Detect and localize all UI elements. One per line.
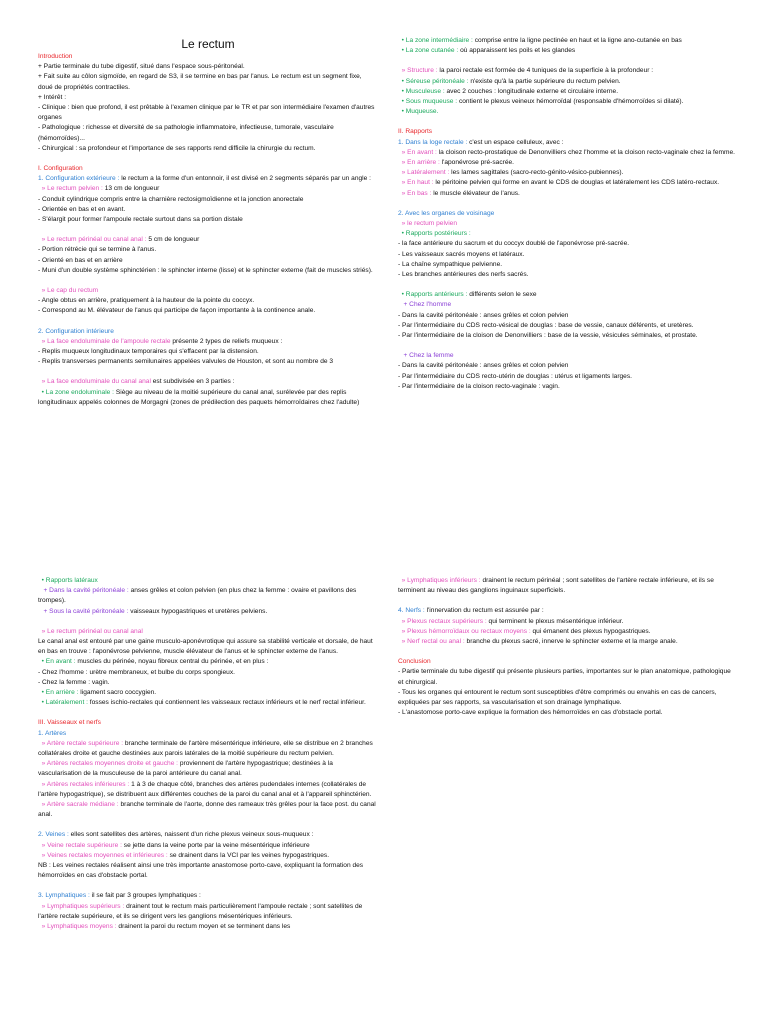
paragraph: NB : Les veines rectales réalisent ainsi une très importante anastomose porto-cave, expliquant la formation des hémorroïdes en cas d'obstacle portal. [38,862,364,880]
item-label: • Latéralement : [41,699,88,707]
paragraph: - Pathologique : richesse et diversité de sa pathologie inflammatoire, infectieuse, tumorale, vasculaire (hémorroïdes)... [38,124,334,142]
text: comprise entre la ligne pectinée en haut et la ligne ano-cutanée en bas [472,37,682,44]
item-label: • Rapports postérieurs : [401,230,471,238]
item-label: • Muqueuse. [401,108,439,116]
paragraph [38,235,378,245]
text: drainent la paroi du rectum moyen et se terminent dans les [116,923,291,931]
paragraph [398,97,738,107]
text: drainent le rectum périnéal ; sont satellites de l'artère rectale inférieure, et ils se terminent au niveau des ganglions inguinaux superficiels. [398,577,714,595]
paragraph [398,219,738,229]
text: l'innervation du rectum est assurée par : [424,607,544,615]
item-label: » La face endoluminale de l'ampoule rectale [41,337,171,345]
item-label: + Dans la cavité péritonéale : [43,587,129,595]
item-label: » Veine rectale supérieure : [41,841,122,849]
paragraph [38,688,378,698]
text: le péritoine pelvien qui forme en avant le CDS de douglas et latéralement les CDS latéro-rectaux. [433,179,720,187]
item-label: » le rectum pelvien [401,220,458,228]
text: qui émanent des plexus hypogastriques. [530,627,651,635]
item-label: » Lymphatiques moyens : [41,923,117,931]
paragraph [398,36,738,46]
paragraph: Le canal anal est entouré par une gaine musculo-aponévrotique qui assure sa stabilité verticale et dorsale, de haut en bas en trouve : l'aponévrose pelvienne, muscle élévateur de l'anus et le sphincter externe de l'anus. [38,638,373,656]
text: la cloison recto-prostatique de Denonvilliers chez l'homme et la cloison recto-vaginale chez la femme. [436,148,735,156]
item-label: + Sous la cavité péritonéale : [43,607,129,615]
paragraph: - la face antérieure du sacrum et du coccyx doublé de l'aponévrose pré-sacrée. [398,240,630,248]
paragraph [38,698,378,708]
paragraph: - Par l'intermédiaire du CDS recto-utérin de douglas : utérus et ligaments larges. [398,372,632,380]
item-label: • La zone endoluminale : [41,388,114,396]
paragraph [38,851,378,861]
subsection-label: 1. Dans la loge rectale : [398,138,468,146]
paragraph [398,168,738,178]
item-label: » En haut : [401,179,434,187]
paragraph: - Les branches antérieures des nerfs sacrés. [398,271,529,279]
subsection-label: 2. Avec les organes de voisinage [398,209,495,217]
paragraph [398,617,738,627]
text: se drainent dans la VCI par les veines hypogastriques. [167,851,330,859]
paragraph: - Par l'intermédiaire de la cloison recto-vaginale : vagin. [398,382,560,390]
text: où apparaissent les poils et les glandes [458,47,576,55]
text: avec 2 couches : longitudinale externe et circulaire interne. [444,87,619,95]
item-label: » Le rectum pelvien : [41,185,103,193]
paragraph: - L'anastomose porto-cave explique la formation des hémorroïdes en cas d'obstacle portal. [398,709,663,717]
text: est subdivisée en 3 parties : [150,378,235,386]
item-label: • En arrière : [41,689,79,697]
paragraph [398,627,738,637]
paragraph [38,377,378,387]
text: 1 à 3 de chaque côté, branches des artères pudendales internes (collatérales de l'artère hypogastrique), se distribuent aux différentes couches de la paroi du canal anal et à l'appareil sphinctérien. [38,780,372,798]
text: différents selon le sexe [467,291,537,299]
text: n'existe qu'à la partie supérieure du rectum pelvien. [468,77,621,85]
text: se jette dans la veine porte par la veine mésentérique inférieure [121,841,310,849]
paragraph [398,229,738,239]
text: muscles du périnée, noyau fibreux central du périnée, et en plus : [75,658,269,666]
paragraph [38,174,378,184]
paragraph [38,388,378,408]
paragraph [38,627,378,637]
paragraph [38,902,378,922]
item-label: » Artère sacrale médiane : [41,801,119,809]
subsection-label: 4. Nerfs : [398,607,425,615]
item-label: » Plexus rectaux supérieurs : [401,617,487,625]
text: il se fait par 3 groupes lymphatiques : [89,892,201,900]
paragraph: - Correspond au M. élévateur de l'anus qui participe de façon importante à la continence anale. [38,307,316,315]
paragraph [38,657,378,667]
paragraph [398,87,738,97]
item-label: » Le rectum périnéal ou canal anal [41,627,143,635]
paragraph: + Fait suite au côlon sigmoïde, en regard de S3, il se termine en bas par l'anus. Le rectum est un segment fixe, doué de propriétés contractiles. [38,73,362,91]
paragraph [398,606,738,616]
paragraph [398,107,738,117]
paragraph [38,922,378,932]
section-heading: III. Vaisseaux et nerfs [38,719,101,727]
item-label: + Chez la femme [403,352,454,360]
text: le rectum a la forme d'un entonnoir, il est divisé en 2 segments séparés par un angle : [119,175,371,183]
paragraph [398,189,738,199]
item-label: » Le cap du rectum [41,287,99,295]
text: branche terminale de l'aorte, donne des rameaux très grêles pour la face post. du canal anal. [38,801,376,819]
paragraph [38,337,378,347]
paragraph [38,800,378,820]
item-label: » Artère rectale supérieure : [41,739,124,747]
paragraph [38,286,378,296]
section-heading: Conclusion [398,658,431,666]
item-label: • La zone intermédiaire : [401,37,473,44]
item-label: • Musculeuse : [401,87,445,95]
text: proviennent de l'artère hypogastrique; destinées à la vascularisation de la musculeuse de la paroi antérieure du canal anal. [38,760,333,778]
paragraph: - Chez la femme : vagin. [38,678,110,686]
paragraph [38,780,378,800]
paragraph [398,138,738,148]
section-heading: Introduction [38,53,73,60]
item-label: • Sous muqueuse : [401,98,458,106]
paragraph [38,576,378,586]
text: elles sont satellites des artères, naissent d'un riche plexus veineux sous-muqueux : [68,831,314,839]
paragraph: - Partie terminale du tube digestif qui présente plusieurs parties, importantes sur le plan anatomique, pathologique et chirurgical. [398,668,731,686]
text: qui terminent le plexus mésentérique inférieur. [486,617,624,625]
paragraph [398,46,738,56]
item-label: • En avant : [41,658,76,666]
column-bottom-left [38,576,378,932]
paragraph [398,77,738,87]
paragraph: - Conduit cylindrique compris entre la charnière rectosigmoïdienne et la jonction anorectale [38,195,304,203]
text: branche du plexus sacré, innerve le sphincter externe et la marge anale. [464,638,678,646]
item-label: • La zone cutanée : [401,47,459,55]
text: 13 cm de longueur [102,185,160,193]
text: l'aponévrose pré-sacrée. [439,159,514,167]
text: présente 2 types de reliefs muqueux : [170,337,283,345]
paragraph: - S'élargit pour former l'ampoule rectale surtout dans sa portion distale [38,216,243,224]
text: le muscle élévateur de l'anus. [431,189,520,197]
paragraph: - Chirurgical : sa profondeur et l'importance de ses rapports rend difficile la chirurgie du rectum. [38,144,316,152]
paragraph: - Chez l'homme : urètre membraneux, et bulbe du corps spongieux. [38,668,235,676]
text: fosses ischio-rectales qui contiennent les vaisseaux rectaux inférieurs et le nerf rectal inférieur. [87,699,366,707]
subsection-label: 1. Configuration extérieure : [38,175,120,183]
text: drainent tout le rectum mais particulièrement l'ampoule rectale ; sont satellites de l'artère rectale supérieure, et ils se dirigent vers les ganglions mésentériques inférieurs. [38,902,363,920]
item-label: » Structure : [401,67,438,75]
paragraph [398,178,738,188]
paragraph [38,841,378,851]
item-label: » Veines rectales moyennes et inférieures : [41,851,168,859]
item-label: » Plexus hémorroïdaux ou rectaux moyens : [401,627,531,635]
item-label: » En bas : [401,189,432,197]
paragraph: - Tous les organes qui entourent le rectum sont susceptibles d'être comprimés ou envahis en cas de cancers, expliquées par ses rapports, sa vascularisation et son drainage lymphatique. [398,688,717,707]
paragraph [38,891,378,901]
text: 5 cm de longueur [146,236,200,244]
paragraph [398,351,738,361]
paragraph [38,759,378,779]
text: contient le plexus veineux hémorroïdal (responsable d'hémorroïdes si dilaté). [457,98,684,106]
paragraph: - Par l'intermédiaire du CDS recto-vésical de douglas : base de vessie, canaux déférents, et uretères. [398,321,694,329]
paragraph: + Intérêt : [38,93,67,101]
item-label: » Latéralement : [401,169,450,177]
paragraph: - Par l'intermédiaire de la cloison de Denonvilliers : base de la vessie, vésicules séminales, et prostate. [398,332,698,340]
paragraph [38,607,378,617]
paragraph [398,637,738,647]
paragraph [38,830,378,840]
paragraph: - Dans la cavité péritonéale : anses grêles et colon pelvien [398,362,569,370]
item-label: » Artères rectales inférieures : [41,780,130,788]
section-heading: I. Configuration [38,165,83,173]
item-label: » La face endoluminale du canal anal [41,378,151,386]
subsection-label: 1. Artères [38,729,67,737]
paragraph: - Angle obtus en arrière, pratiquement à la hauteur de la pointe du coccyx. [38,297,255,305]
item-label: • Séreuse péritonéale : [401,77,469,85]
paragraph [398,66,738,76]
text: les lames sagittales (sacro-recto-génito-vésico-pubiennes). [449,169,624,177]
paragraph [398,300,738,310]
paragraph [398,148,738,158]
item-label: + Chez l'homme [403,301,452,309]
subsection-label: 2. Veines : [38,831,69,839]
paragraph: - La chaîne sympathique pelvienne. [398,260,503,268]
column-bottom-right [398,576,738,718]
column-top-left [38,36,378,408]
item-label: • Rapports antérieurs : [401,291,468,299]
item-label: • Rapports latéraux [41,577,98,584]
text: Siège au niveau de la moitié supérieure du canal anal, surélevée par des replis longitudinaux appelés colonnes de Morgagni (zones de prédilection des paquets hémorroïdaires chez l'adulte) [38,388,360,406]
text: vaisseaux hypogastriques et uretères pelviens. [128,607,268,615]
item-label: » Le rectum périnéal ou canal anal : [41,236,147,244]
column-top-right [398,36,738,392]
paragraph [38,586,378,606]
paragraph: - Clinique : bien que profond, il est prêtable à l'examen clinique par le TR et par son intermédiaire l'examen d'autres organes [38,104,375,122]
text: la paroi rectale est formée de 4 tuniques de la superficie à la profondeur : [437,67,654,75]
paragraph: - Replis muqueux longitudinaux temporaires qui s'effacent par la distension. [38,348,259,356]
item-label: » En avant : [401,148,437,156]
paragraph [398,290,738,300]
page-title: Le rectum [181,37,235,51]
paragraph: - Dans la cavité péritonéale : anses grêles et colon pelvien [398,311,569,319]
paragraph: - Les vaisseaux sacrés moyens et latéraux. [398,250,525,258]
paragraph: - Replis transverses permanents semilunaires appelées valvules de Houston, et sont au nombre de 3 [38,358,334,366]
paragraph: - Portion rétrécie qui se termine à l'anus. [38,246,157,254]
item-label: » Lymphatiques supérieurs : [41,902,125,910]
paragraph [398,158,738,168]
paragraph: + Partie terminale du tube digestif, situé dans l'espace sous-péritonéal. [38,63,245,71]
item-label: » En arrière : [401,159,440,167]
paragraph [398,576,738,596]
paragraph [38,184,378,194]
paragraph: - Orienté en bas et en arrière [38,256,123,264]
paragraph: - Orientée en bas et en avant. [38,205,126,213]
subsection-label: 3. Lymphatiques : [38,892,90,900]
subsection-label: 2. Configuration intérieure [38,327,114,335]
paragraph [38,739,378,759]
text: anses grêles et colon pelvien (en plus chez la femme : ovaire et pavillons des trompes). [38,587,357,605]
section-heading: II. Rapports [398,128,433,136]
text: c'est un espace celluleux, avec : [467,138,564,146]
paragraph: - Muni d'un double système sphinctérien : le sphincter interne (lisse) et le sphincter externe (fait de muscles striés). [38,266,373,274]
item-label: » Artères rectales moyennes droite et gauche : [41,760,179,768]
text: branche terminale de l'artère mésentérique inférieure, elle se distribue en 2 branches collatérales droite et gauche destinées aux parois latérales de la moitié supérieure du rectum pelvien. [38,739,373,758]
text: ligament sacro coccygien. [78,689,157,697]
item-label: » Nerf rectal ou anal : [401,638,465,646]
item-label: » Lymphatiques inférieurs : [401,577,481,584]
